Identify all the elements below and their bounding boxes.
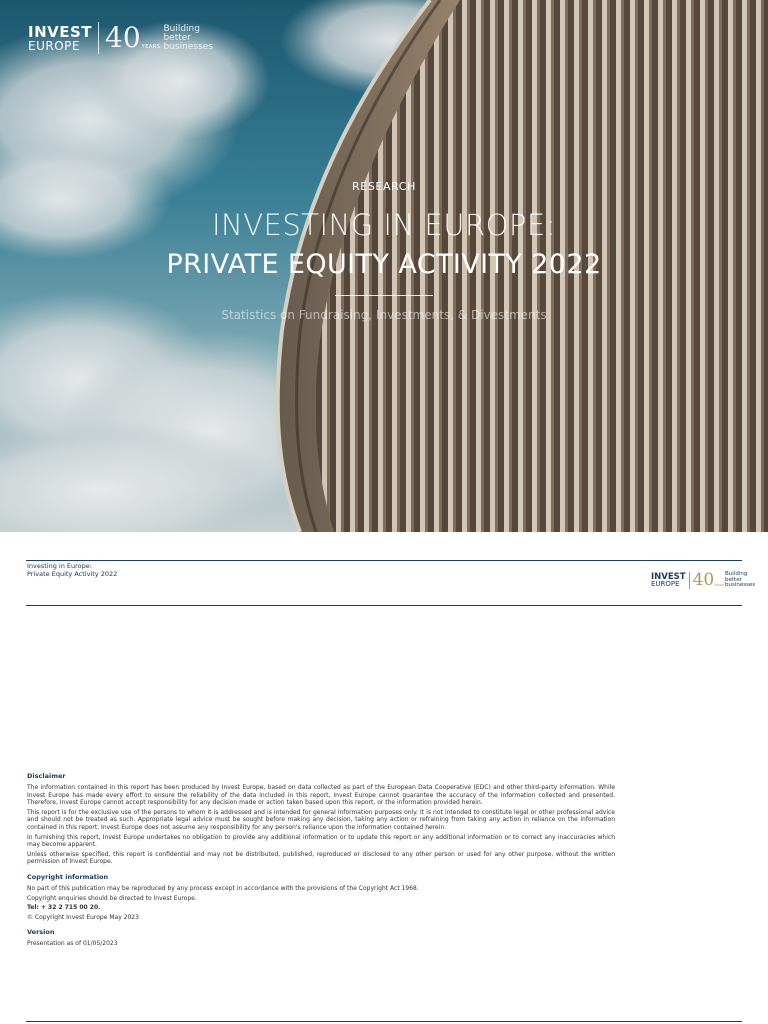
header-rule-bottom xyxy=(26,605,742,606)
disclaimer-paragraph: Unless otherwise specified, this report is confidential and may not be distributed, published, reproduced or disclosed to any other person or used for any other purpose, without the written permission of Invest Europe. xyxy=(27,850,615,866)
logo-years-text: YEARS xyxy=(714,583,725,587)
copyright-heading: Copyright information xyxy=(27,872,109,881)
disclaimer-paragraph: The information contained in this report has been produced by Invest Europe, based on data collected as part of the European Data Cooperative (EDC) and other third-party information. While Invest Europe has made every effort to ensure the reliability of the data included in this report, Invest Europe cannot guarantee the accuracy of the information collected and presented. Therefore, Invest Europe cannot accept responsibility for any decision made or action taken based upon this report, or the information provided herein. xyxy=(27,784,615,807)
logo-invest-text: INVEST xyxy=(28,22,93,41)
invest-europe-logo-small xyxy=(651,572,755,589)
logo-tagline-line: better xyxy=(163,32,192,43)
logo-tagline-line: Building xyxy=(163,23,200,34)
logo-years-text: YEARS xyxy=(141,44,161,50)
logo-tagline xyxy=(725,572,755,589)
logo-40-text: 40 xyxy=(105,21,141,54)
cover-title-line2: PRIVATE EQUITY ACTIVITY 2022 xyxy=(166,249,602,280)
cover-subtitle: Statistics on Fundraising, Investments, & Divestments xyxy=(221,308,547,322)
running-head-line: Private Equity Activity 2022 xyxy=(27,570,118,578)
disclaimer-paragraph: This report is for the exclusive use of the persons to whom it is addressed and is intended for general information purposes only. It is not intended to constitute legal or other professional advice and should not be treated as such. Appropriate legal advice must be sought before making any decision, taking any action or refraining from taking any action in reliance on the information contained in this report. Invest Europe does not assume any responsibility for any person's reliance upon the information contained herein. xyxy=(27,808,615,831)
logo-tagline-line: businesses xyxy=(725,582,756,589)
disclaimer-heading: Disclaimer xyxy=(27,772,66,780)
disclaimer-paragraph: In furnishing this report, Invest Europe undertakes no obligation to provide any additional information or to update this report or any additional information or to correct any inaccuracies which may become apparent. xyxy=(27,833,615,849)
logo-europe-text: EUROPE xyxy=(651,580,680,589)
disclaimer-page xyxy=(0,532,768,1024)
title-divider xyxy=(335,295,433,296)
running-head xyxy=(27,562,117,578)
logo-tagline-line: businesses xyxy=(163,41,213,52)
logo-40-text: 40 xyxy=(692,570,715,590)
logo-wordmark xyxy=(651,573,686,589)
logo-invest-text: INVEST xyxy=(651,571,686,582)
logo-europe-text: EUROPE xyxy=(28,38,80,53)
copyright-line: Copyright enquiries should be directed to Invest Europe. xyxy=(27,894,197,902)
cover-kicker: RESEARCH xyxy=(352,180,416,193)
header-rule-top xyxy=(26,560,742,561)
footer-rule xyxy=(26,1021,742,1022)
version-text: Presentation as of 01/05/2023 xyxy=(27,940,118,948)
cover-title-line1: INVESTING IN EUROPE: xyxy=(211,208,557,242)
version-heading: Version xyxy=(27,928,55,937)
logo-tagline-line: better xyxy=(725,576,742,583)
running-head-line: Investing in Europe: xyxy=(27,562,92,570)
logo-divider xyxy=(689,572,690,589)
copyright-line: Tel: + 32 2 715 00 20. xyxy=(27,904,101,912)
copyright-line: © Copyright Invest Europe May 2023 xyxy=(27,913,139,921)
copyright-line: No part of this publication may be reproduced by any process except in accordance with the provisions of the Copyright Act 1968. xyxy=(27,884,419,892)
logo-tagline-line: Building xyxy=(725,571,748,578)
disclaimer-block xyxy=(27,772,615,950)
